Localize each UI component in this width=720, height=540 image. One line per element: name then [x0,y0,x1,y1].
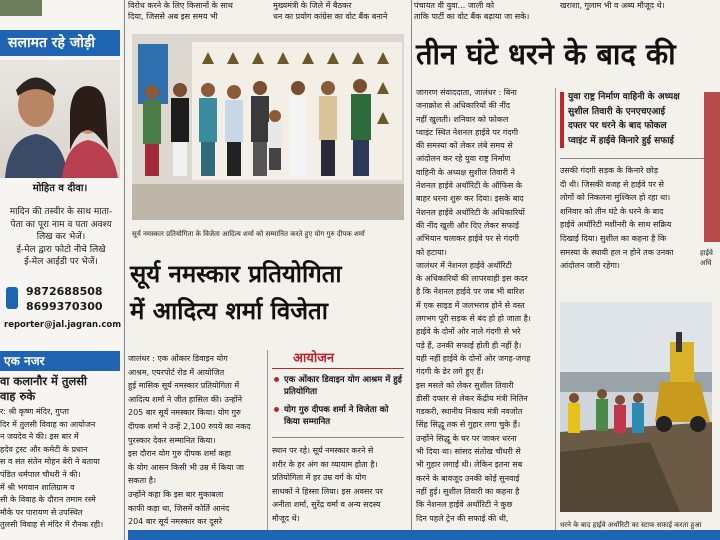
email-address: reporter@jal.jagran.com [4,320,122,330]
highlight-line: दफ्तर पर धरने के बाद फोकल [568,121,667,131]
body-line: जालंधर में नेशनल हाईवे अथॉरिटी [416,260,512,270]
edge-caption-line: हाईवे [700,249,713,257]
body-line: इस दौरान योग गुरु दीपक शर्मा कहा [128,449,231,459]
body-line: डीसी दफ्तर से लेकर केंद्रीय मंत्री नितिन [416,393,528,403]
phone-block [6,284,120,314]
body-line: के अधिकारियों की लापरवाही इस कदर [416,274,528,284]
nazar-headline [0,374,120,404]
body-line: आदित्य शर्मा ने जीत हासिल की। उन्होंने [128,394,243,404]
body-line: की नींद खुली और दिए लेकर सफाई [416,220,519,230]
body-line: इस मसले को लेकर सुशील तिवारी [416,380,514,390]
body-line: प्वाइंट स्थित नेशनल हाईवे पर गंदगी [416,127,519,137]
body-line: सकता है। [128,476,157,486]
highlight-box [560,88,716,152]
body-line: यही नहीं हाईवे के दोनों ओर जगह-जगह [416,353,531,363]
right-body-col1 [416,86,552,525]
couple-caption: मोहित व दीवा। [32,183,88,194]
body-line: की समस्या को लेकर लंबे समय से [416,141,513,151]
body-line: पड़े हैं, उनकी सफाई होती ही नहीं है। [416,340,522,350]
body-line: 204 बार सूर्य नमस्कार कर दूसरे [128,517,223,527]
body-line: लोगों को निकलना मुश्किल हो रहा था। [560,193,671,203]
right-column [414,0,720,540]
body-line: भी गुहार लगाई थी। लेकिन इतना सब [416,460,523,470]
nazar-line: मौके पर पारायण से उपस्थित [0,507,83,517]
right-headline: तीन घंटे धरने के बाद की [416,37,676,71]
body-line: शनिवार को तीन घंटे के धरने के बाद [560,206,664,216]
body-line: 205 बार सूर्य नमस्कार किया। योग गुरु [128,408,241,418]
nazar-line: हदेव ट्रस्ट और कमेटी के प्रधान [0,444,88,454]
body-line: जालंधर : एक ओंकार डिवाइन योग [128,354,228,363]
bullet-item [274,404,406,428]
body-line: गडकरी, स्थानीय निकाय मंत्री नवजोत [416,407,523,417]
nazar-line: पंडित धर्मपाल चौधरी ने की। [0,469,81,479]
headline-line: सूर्य नमस्कार प्रतियोगिता [130,260,342,288]
headline-line: में आदित्य शर्मा विजेता [130,297,328,325]
aayojan-bullets [274,374,406,428]
body-line: जनाक्रोश से अधिकारियों की नींद [416,101,511,111]
cleanup-illustration [560,302,712,512]
middle-headline [130,256,408,330]
highlight-text [568,90,718,148]
couple-illustration [0,60,120,178]
body-line: सिंह सिद्धू तक से गुहार लगा चुके हैं। [416,420,521,430]
aayojan-underline [272,368,404,369]
body-line: गंदगी के ढेर लगे हुए हैं। [416,367,484,377]
cleanup-photo-caption: धरने के बाद हाईवे अथॉरिटी का स्टाफ सफाई करता हुआ [560,521,702,529]
bullet-dot-icon [274,377,279,382]
top-line: धन का प्रयोग कांग्रेस का वोट बैंक बनाने [273,12,388,21]
middle-body-col1 [128,352,264,529]
right-top-text [414,0,720,22]
aayojan-bottom-rule [272,437,404,438]
body-line: ई-मेल आईडी पर भेजें। [24,257,98,267]
body-line: है कि नेशनल हाईवे पर जब भी बारिश [416,287,525,297]
phone-number: 8699370300 [26,300,103,313]
body-line: हाईवे अथॉरिटी मशीनरी के साथ सक्रिय [560,220,672,230]
edge-photo [704,92,720,242]
body-line: समस्या के स्थायी हल न होने तक उनका [560,247,674,257]
edge-caption [700,248,720,268]
group-photo-caption: सूर्य नमस्कार प्रतियोगिता के विजेता आदित्य शर्मा को सम्मानित करते हुए योग गुरु दीपक शर्मा [132,230,365,238]
right-body-col2 [560,164,708,273]
nazar-line: दिर में तुलसी विवाह का आयोजन [0,419,96,429]
top-line: खराशा, गुलाम भी व अब्य मौजूद थे। [560,1,665,10]
group-photo-illustration [132,34,404,220]
bottom-strip [128,530,720,540]
bullet-text: एक ओंकार डिवाइन योग आश्रम में हुई प्रतियोगिता [284,375,402,397]
body-line: के योग आसन किसी भी उम्र में किया जा [128,462,245,472]
nazar-line: न जयदेव ने की। इस बार में [0,432,79,442]
highlight-rule [560,158,710,159]
body-line: मादिन की तस्वीर के साथ माता- [9,207,113,217]
body-line: कि नेशनल हाईवे अथॉरिटी ने कुछ [416,500,513,510]
left-column [0,0,122,540]
top-line: विरोध करने के लिए किसानों के साथ [128,1,233,10]
top-line: मुख्यमंत्री के जिले में बैठकर [273,1,352,10]
left-body-text [2,206,120,269]
body-line: दिखाई दिया। सुशील का कहना है कि [560,233,667,243]
body-line: लिख कर भेजें। [36,232,86,242]
body-line: उन्होंने कहा कि इस बार मुकाबला [128,489,224,499]
body-line: बाहर धरना शुरू कर दिया। इसके बाद [416,194,524,204]
body-line: स्थान पर रहे। सूर्य नमस्कार करने से [272,446,374,455]
body-line: पुरस्कार देकर सम्मानित किया। [128,435,216,445]
nazar-body [0,406,120,532]
body-line: वाहिनी के अध्यक्ष सुशील तिवारी ने [416,167,515,177]
left-banner-title: सलामत रहे जोड़ी [0,30,120,56]
body-line: नेशनल हाईवे अथॉरिटी के अधिकारियों [416,207,525,217]
top-line: ताकि पार्टी का वोट बैंक बढ़ाया जा सके। [414,12,530,21]
body-line: आश्रम, एयरपोर्ट रोड में आयोजित [128,367,225,377]
nazar-line: स व संत संतेन मोहन बेरी ने बताया [0,457,100,467]
bullet-text: योग गुरु दीपक शर्मा ने विजेता को किया सम्मानित [284,405,389,427]
nazar-line: सी के विवाह के दौरान तमाम रस्मे [0,495,96,505]
column-divider [411,0,412,540]
inner-divider [555,88,556,538]
nazar-headline-line: वाह रुके [0,389,36,403]
body-line: नहीं खुलती। शनिवार को फोकल [416,114,509,124]
nazar-headline-line: वा कलानौर में तुलसी [0,374,88,388]
left-top-photo [0,0,42,16]
phone-number: 9872688508 [26,285,103,298]
left-banner [0,30,120,56]
body-line: आंदोलन कर रहे युवा राष्ट्र निर्माण [416,154,511,164]
body-line: नहीं हुई। सुशील तिवारी का कहना है [416,486,520,496]
top-line: दिया, जिससे अब इस समय भी [128,12,218,21]
highlight-marker [560,92,564,148]
body-line: दिन पहले ट्रेन की सफाई की थी, [416,513,509,523]
aayojan-label: आयोजन [293,351,335,366]
body-line: शरीर के हर अंग का व्यायाम होता है। [272,459,378,469]
body-line: दीपक शर्मा ने उन्हें 2,100 रुपये का नकद [128,421,251,431]
body-line: अनीता शर्मा, सुरेंद्र वर्मा व अन्य सदस्य [272,500,381,510]
middle-top-text [128,0,408,22]
highlight-line: युवा राष्ट्र निर्माण वाहिनी के अध्यक्ष [568,92,680,102]
body-line: जागरण संवाददाता, जालंधर : बिना [416,88,517,97]
inner-divider [267,350,268,535]
cleanup-photo [560,302,712,512]
phone-icon [6,287,18,309]
middle-column [128,0,408,540]
body-line: भी दिया था। सांसद संतोख चौधरी से [416,447,521,457]
highlight-line: सुशील तिवारी के एनएचएआई [568,106,666,117]
body-line: हुई मासिक सूर्य नमस्कार प्रतियोगिता में [128,381,240,391]
body-line: साधकों ने हिस्सा लिया। इस अवसर पर [272,486,383,496]
column-divider [124,0,125,540]
ek-nazar-title: एक नजर [4,354,45,368]
body-line: काफी कड़ा था, जिसमें कोर्ति आनंद [128,503,230,513]
body-line: दी थी। जिसकी वजह से हाईवे पर से [560,179,664,189]
body-line: में एक साइड में जलभराव होने से वस्त [416,300,525,310]
middle-body-col2 [272,444,406,526]
ek-nazar-banner [0,351,120,371]
nazar-line: में श्री भगवान शालिग्राम व [0,482,75,492]
body-line: नेशनल हाईवे अथॉरिटी के ऑफिस के [416,181,523,191]
body-line: पेता का पूरा नाम व पता अवश्य [10,219,112,230]
bullet-dot-icon [274,407,279,412]
body-line: आंदोलन जारी रहेगा। [560,261,620,271]
body-line: करने के बावजूद उनकी कोई सुनवाई [416,473,520,483]
body-line: ई-मेल द्वारा फोटो नीचे लिखे [16,244,106,255]
edge-caption-line: अधि [700,259,712,267]
winner-group-photo [132,34,404,220]
bullet-item [274,374,406,398]
body-line: उन्होंने सिद्धू के घर पर जाकर धरना [416,433,517,443]
body-line: हाईवे के दोनों ओर नाले गंदगी से भरे [416,327,521,337]
body-line: लगभग पूरी सड़क से बंद हो हो जाता है। [416,314,531,324]
nazar-line: तुलसी विवाह से मंदिर में रौनक रही। [0,520,104,530]
body-line: मौजूद थे। [272,513,300,523]
body-line: उसकी गंदगी सड़क के किनारे छोड़ [560,166,658,175]
body-line: प्रतियोगिता में हर उम्र वर्ग के योग [272,473,367,483]
body-line: अभियान चलाकर हाईवे पर से गंदगी [416,234,519,244]
couple-photo [0,60,120,178]
body-line: को हटाया। [416,247,447,257]
top-line: पंचायत वी युवा... जाली को [414,1,495,10]
nazar-line: र: श्री कृष्ण मंदिर, गुप्ता [0,407,69,416]
highlight-line: प्वाइंट में हाईवे किनारे हुई सफाई [568,135,674,146]
